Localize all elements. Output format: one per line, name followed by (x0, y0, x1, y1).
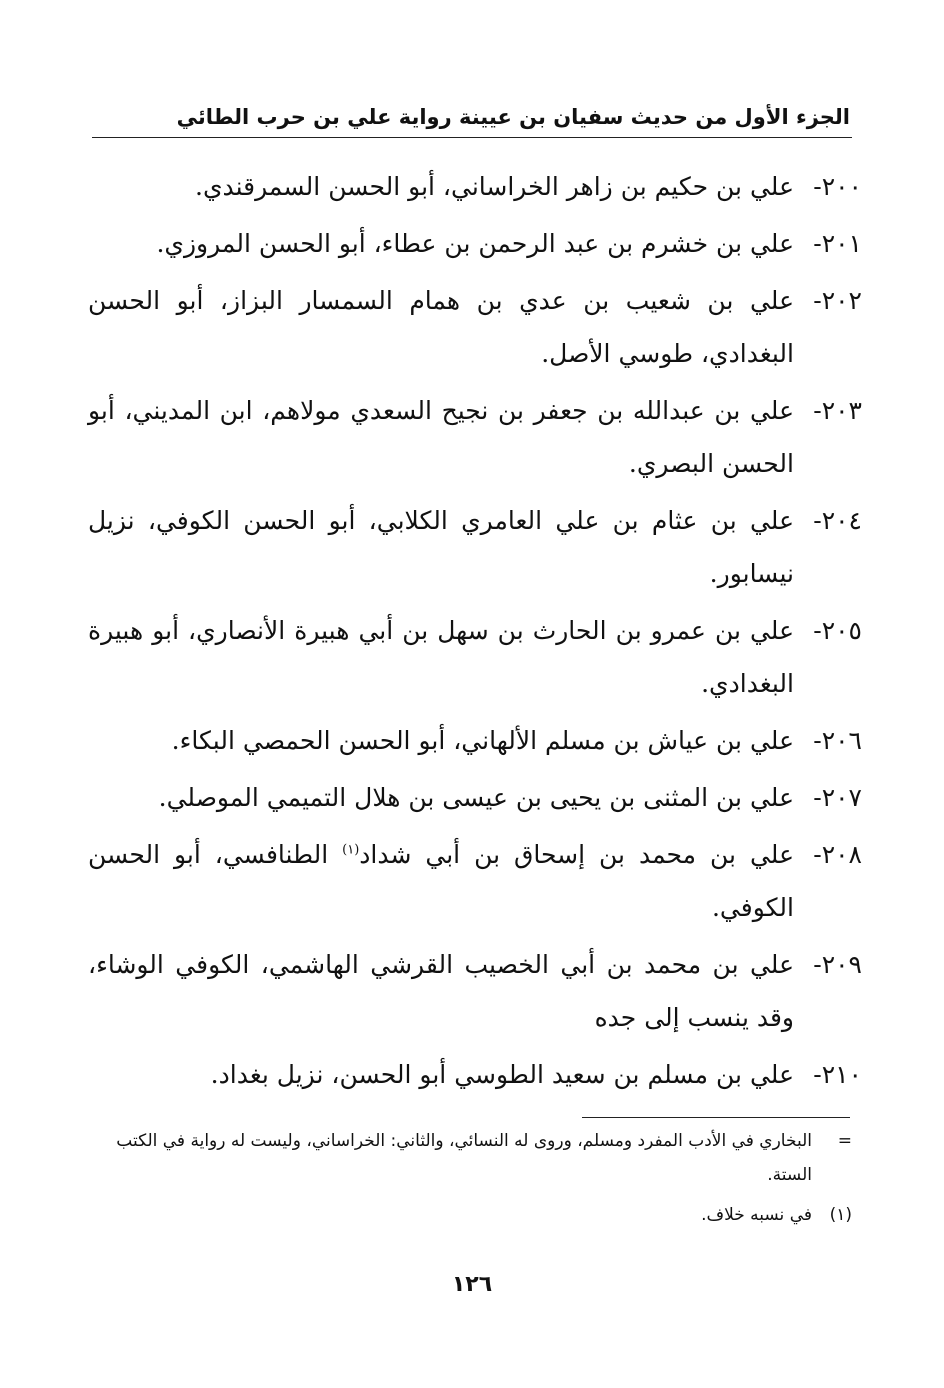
entry-text: علي بن حكيم بن زاهر الخراساني، أبو الحسن السمرقندي. (195, 172, 794, 201)
entry-number: ٢٠١- (813, 229, 862, 258)
list-item (88, 1048, 862, 1101)
entry-number: ٢٠٠- (813, 172, 862, 201)
entry-text: علي بن المثنى بن يحيى بن عيسى بن هلال التميمي الموصلي. (158, 783, 794, 812)
footnote-text: في نسبه خلاف. (701, 1205, 812, 1225)
list-item (88, 938, 862, 1044)
footnote-marker: = (837, 1131, 852, 1151)
list-item (88, 828, 862, 934)
list-item (88, 604, 862, 710)
entry-number: ٢٠٣- (813, 396, 862, 425)
entry-text: علي بن محمد بن إسحاق بن أبي شداد$^{(١)}$ الطنافسي، أبو الحسن الكوفي. (88, 840, 794, 922)
entry-text: علي بن خشرم بن عبد الرحمن بن عطاء، أبو الحسن المروزي. (156, 229, 794, 258)
footnote-marker: (١) (829, 1205, 852, 1225)
list-item (88, 494, 862, 600)
list-item (88, 714, 862, 767)
entry-number: ٢٠٢- (813, 286, 862, 315)
entry-text: علي بن عثام بن علي العامري الكلابي، أبو الحسن الكوفي، نزيل نيسابور. (88, 506, 794, 588)
entry-number: ٢٠٩- (813, 950, 862, 979)
entry-text: علي بن عمرو بن الحارث بن سهل بن أبي هبيرة الأنصاري، أبو هبيرة البغدادي. (88, 616, 794, 698)
running-header: الجزء الأول من حديث سفيان بن عيينة رواية علي بن حرب الطائي (92, 98, 852, 138)
entry-text: علي بن عبدالله بن جعفر بن نجيح السعدي مولاهم، ابن المديني، أبو الحسن البصري. (88, 396, 794, 478)
footnote-ref: (١) (342, 842, 360, 858)
entry-text: علي بن عياش بن مسلم الألهاني، أبو الحسن الحمصي البكاء. (171, 726, 794, 755)
entry-number: ٢٠٧- (813, 783, 862, 812)
footnote (92, 1198, 852, 1232)
page-number: ١٢٦ (451, 1272, 493, 1297)
entry-number: ٢٠٨- (813, 840, 862, 869)
entry-text: علي بن مسلم بن سعيد الطوسي أبو الحسن، نزيل بغداد. (210, 1060, 794, 1089)
entry-text: علي بن شعيب بن عدي بن همام السمسار البزاز، أبو الحسن البغدادي، طوسي الأصل. (88, 286, 794, 368)
footnote (92, 1124, 852, 1192)
narrator-list (88, 160, 862, 1105)
footnotes (92, 1124, 852, 1238)
entry-number: ٢٠٦- (813, 726, 862, 755)
list-item (88, 274, 862, 380)
footnote-divider (582, 1117, 850, 1118)
entry-number: ٢٠٤- (813, 506, 862, 535)
list-item (88, 384, 862, 490)
entry-number: ٢٠٥- (813, 616, 862, 645)
entry-text: علي بن محمد بن أبي الخصيب القرشي الهاشمي، الكوفي الوشاء، وقد ينسب إلى جده (88, 950, 794, 1032)
list-item (88, 160, 862, 213)
list-item (88, 217, 862, 270)
list-item (88, 771, 862, 824)
footnote-text: البخاري في الأدب المفرد ومسلم، وروى له النسائي، والثاني: الخراساني، وليست له رواية في الكتب الستة. (116, 1131, 812, 1185)
entry-number: ٢١٠- (813, 1060, 862, 1089)
